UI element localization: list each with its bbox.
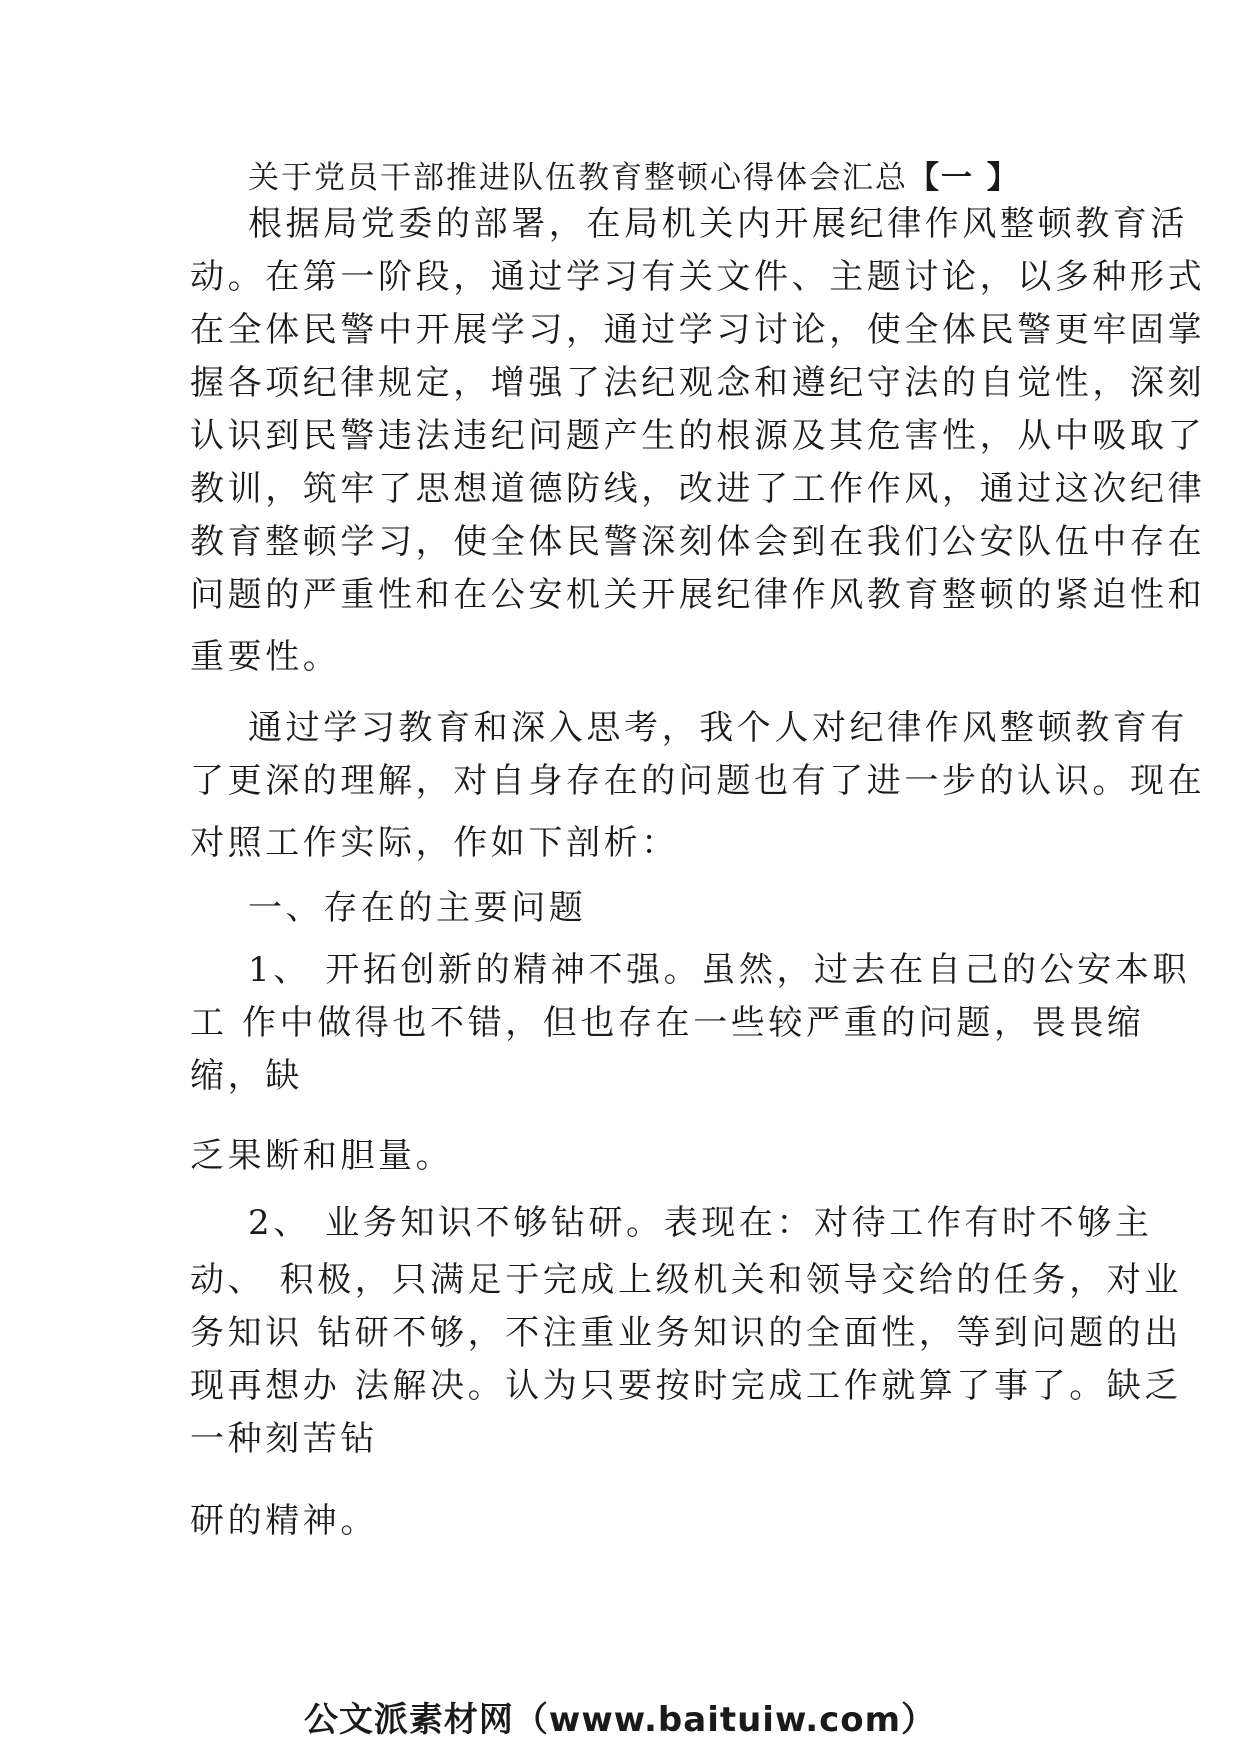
paragraph-line: 教育整顿学习，使全体民警深刻体会到在我们公安队伍中存在 bbox=[190, 522, 1206, 562]
paragraph-line: 通过学习教育和深入思考，我个人对纪律作风整顿教育有 bbox=[248, 708, 1188, 748]
paragraph-line: 认识到民警违法违纪问题产生的根源及其危害性，从中吸取了 bbox=[190, 416, 1206, 456]
paragraph-line: 教训，筑牢了思想道德防线，改进了工作作风，通过这次纪律 bbox=[190, 469, 1206, 509]
paragraph-line: 了更深的理解，对自身存在的问题也有了进一步的认识。现在 bbox=[190, 761, 1206, 801]
paragraph-line: 动。在第一阶段，通过学习有关文件、主题讨论，以多种形式 bbox=[190, 257, 1206, 297]
paragraph-line: 研的精神。 bbox=[190, 1501, 378, 1541]
title-bracket: 【一 】 bbox=[908, 160, 1020, 196]
paragraph-line: 务知识 钻研不够，不注重业务知识的全面性，等到问题的出 bbox=[190, 1313, 1183, 1353]
paragraph-line: 根据局党委的部署，在局机关内开展纪律作风整顿教育活 bbox=[248, 204, 1188, 244]
section-heading: 一、存在的主要问题 bbox=[248, 888, 587, 928]
paragraph-line: 现再想办 法解决。认为只要按时完成工作就算了事了。缺乏 bbox=[190, 1366, 1183, 1406]
paragraph-line: 工 作中做得也不错，但也存在一些较严重的问题，畏畏缩 bbox=[190, 1003, 1145, 1043]
paragraph-line: 2、 业务知识不够钻研。表现在：对待工作有时不够主 bbox=[248, 1203, 1153, 1243]
paragraph-line: 握各项纪律规定，增强了法纪观念和遵纪守法的自觉性，深刻 bbox=[190, 363, 1206, 403]
paragraph-line: 动、 积极，只满足于完成上级机关和领导交给的任务，对业 bbox=[190, 1260, 1183, 1300]
paragraph-line: 一种刻苦钻 bbox=[190, 1419, 378, 1459]
paragraph-line: 缩，缺 bbox=[190, 1056, 303, 1096]
paragraph-line: 对照工作实际，作如下剖析： bbox=[190, 823, 679, 863]
footer-watermark: 公文派素材网（www.baituiw.com） bbox=[303, 1700, 937, 1740]
title-text: 关于党员干部推进队伍教育整顿心得体会汇总 bbox=[248, 160, 908, 196]
paragraph-line: 在全体民警中开展学习，通过学习讨论，使全体民警更牢固掌 bbox=[190, 310, 1206, 350]
paragraph-line: 乏果断和胆量。 bbox=[190, 1136, 454, 1176]
paragraph-line: 重要性。 bbox=[190, 637, 341, 677]
document-title bbox=[248, 152, 1020, 197]
paragraph-line: 问题的严重性和在公安机关开展纪律作风教育整顿的紧迫性和 bbox=[190, 575, 1206, 615]
paragraph-line: 1、 开拓创新的精神不强。虽然，过去在自己的公安本职 bbox=[248, 950, 1191, 990]
